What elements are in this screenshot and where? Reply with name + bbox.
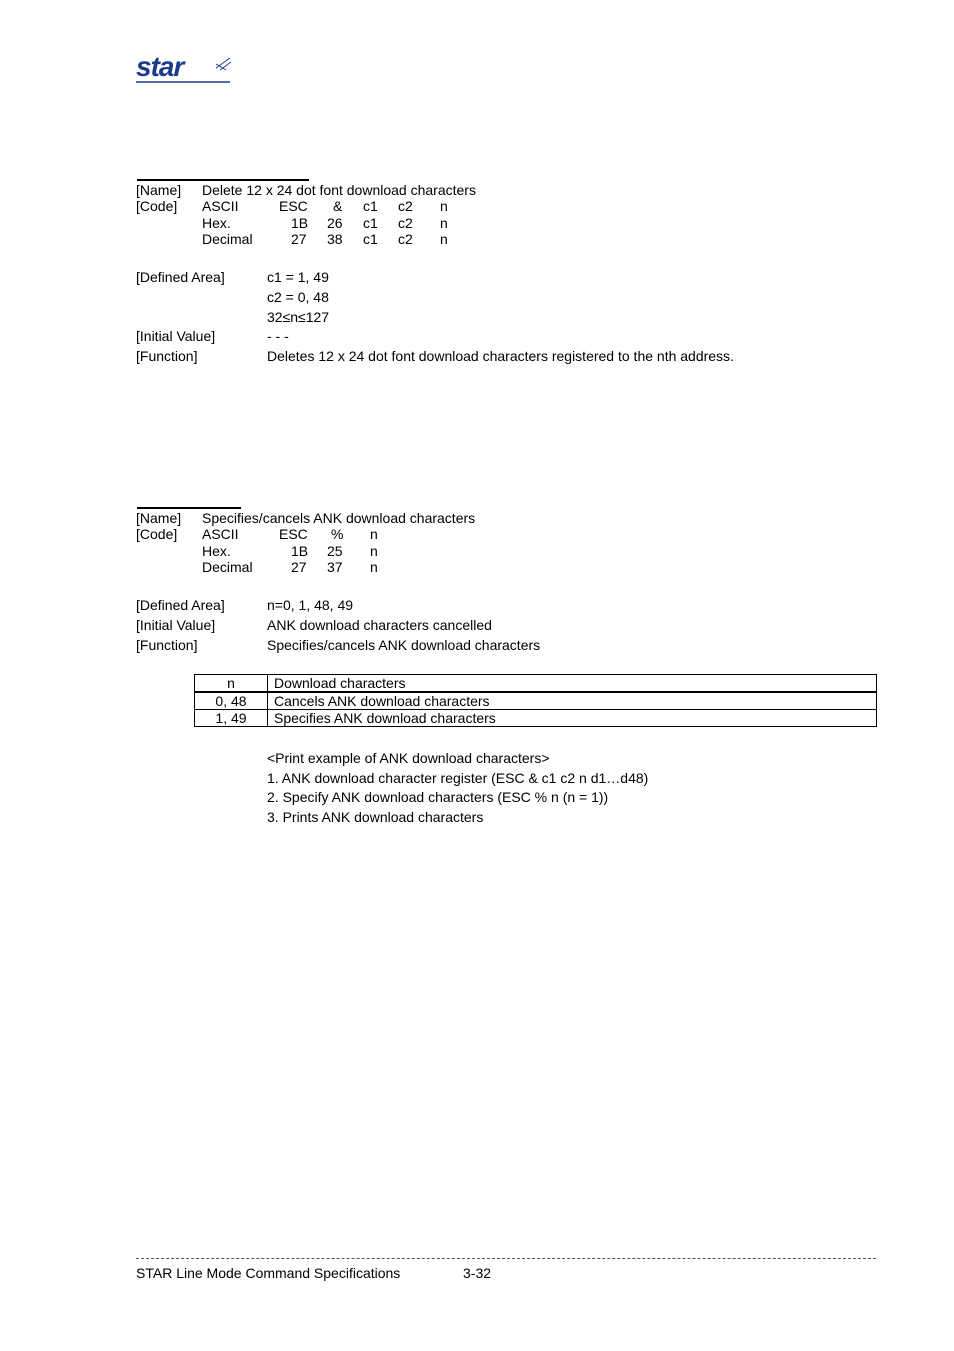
code-cell: & <box>333 198 343 214</box>
code-row-label: Decimal <box>202 231 253 247</box>
code-cell: n <box>440 215 448 231</box>
code-cell: 37 <box>327 559 343 575</box>
command-name: Delete 12 x 24 dot font download characters <box>202 182 476 198</box>
name-label: [Name] <box>136 182 182 198</box>
defined-area-value: c2 = 0, 48 <box>267 289 329 305</box>
function-description: Specifies/cancels ANK download characters <box>267 637 541 653</box>
code-cell: 25 <box>327 543 343 559</box>
table-header-cell: Download characters <box>268 675 877 693</box>
function-description: Deletes 12 x 24 dot font download characters registered to the nth address. <box>267 348 734 364</box>
defined-area-value: 32≤n≤127 <box>267 309 330 325</box>
section-rule-1 <box>137 179 309 181</box>
footer-title: STAR Line Mode Command Specifications <box>136 1265 401 1281</box>
defined-area-label: [Defined Area] <box>136 269 225 285</box>
star-logo <box>136 52 232 84</box>
example-step: 1. ANK download character register (ESC & c1 c2 n d1…d48) <box>267 770 649 786</box>
code-cell: n <box>370 526 378 542</box>
initial-value-label: [Initial Value] <box>136 617 216 633</box>
code-cell: c1 <box>363 215 378 231</box>
code-cell: n <box>370 559 378 575</box>
example-step: 3. Prints ANK download characters <box>267 809 484 825</box>
code-cell: 27 <box>291 231 307 247</box>
code-cell: ESC <box>279 526 308 542</box>
initial-value: - - - <box>267 328 289 344</box>
code-cell: n <box>370 543 378 559</box>
function-label: [Function] <box>136 348 198 364</box>
footer-divider <box>136 1258 876 1259</box>
initial-value: ANK download characters cancelled <box>267 617 492 633</box>
code-cell: ESC <box>279 198 308 214</box>
table-row <box>195 710 877 727</box>
download-characters-table <box>194 674 877 727</box>
code-row-label: ASCII <box>202 526 239 542</box>
section-rule-2 <box>137 507 241 509</box>
code-cell: 27 <box>291 559 307 575</box>
code-label: [Code] <box>136 198 178 214</box>
logo-text: star <box>136 52 184 82</box>
logo-star-mark-icon <box>216 58 231 70</box>
table-cell: Specifies ANK download characters <box>268 710 877 727</box>
table-header-cell: n <box>195 675 268 693</box>
table-cell: 0, 48 <box>195 692 268 710</box>
function-label: [Function] <box>136 637 198 653</box>
table-cell: Cancels ANK download characters <box>268 692 877 710</box>
table-cell: 1, 49 <box>195 710 268 727</box>
code-cell: c2 <box>398 215 413 231</box>
defined-area-label: [Defined Area] <box>136 597 225 613</box>
code-cell: 1B <box>291 543 309 559</box>
code-label: [Code] <box>136 526 178 542</box>
name-label: [Name] <box>136 510 182 526</box>
command-name: Specifies/cancels ANK download characters <box>202 510 476 526</box>
example-step: 2. Specify ANK download characters (ESC % n (n = 1)) <box>267 789 609 805</box>
code-cell: c2 <box>398 198 413 214</box>
code-cell: 26 <box>327 215 343 231</box>
code-cell: c2 <box>398 231 413 247</box>
code-cell: % <box>331 526 344 542</box>
table-row <box>195 692 877 710</box>
code-cell: 1B <box>291 215 309 231</box>
code-row-label: Hex. <box>202 215 231 231</box>
defined-area-value: n=0, 1, 48, 49 <box>267 597 354 613</box>
initial-value-label: [Initial Value] <box>136 328 216 344</box>
code-row-label: Hex. <box>202 543 231 559</box>
example-title: <Print example of ANK download characters> <box>267 750 550 766</box>
code-cell: c1 <box>363 198 378 214</box>
code-row-label: ASCII <box>202 198 239 214</box>
table-header-row <box>195 675 877 693</box>
code-cell: n <box>440 198 448 214</box>
code-row-label: Decimal <box>202 559 253 575</box>
defined-area-value: c1 = 1, 49 <box>267 269 329 285</box>
code-cell: 38 <box>327 231 343 247</box>
code-cell: c1 <box>363 231 378 247</box>
page-number: 3-32 <box>463 1265 492 1281</box>
code-cell: n <box>440 231 448 247</box>
